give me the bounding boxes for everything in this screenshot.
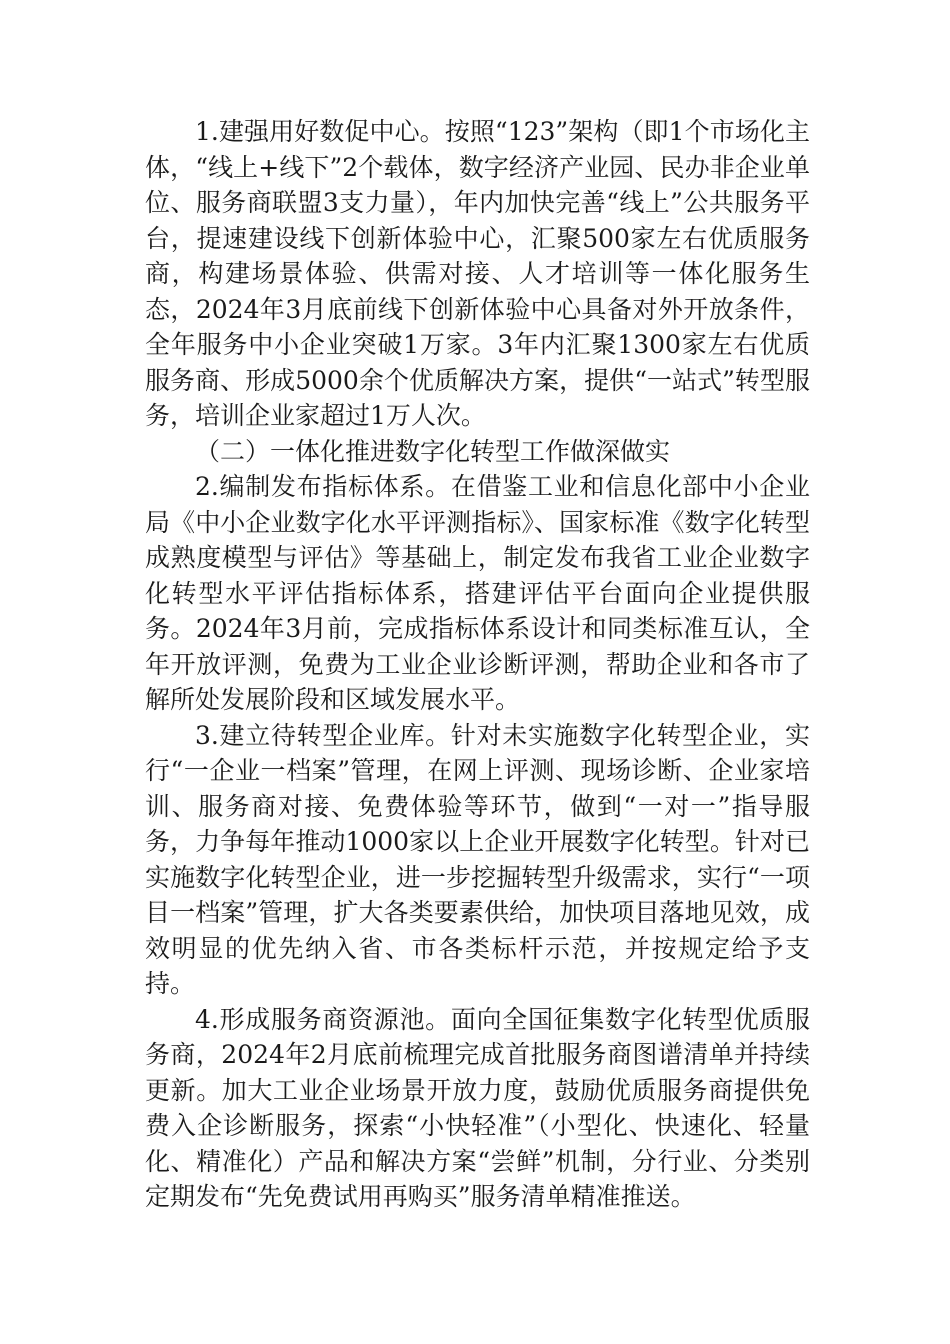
- paragraph-3-enterprise-library: 3.建立待转型企业库。针对未实施数字化转型企业，实行“一企业一档案”管理，在网上评测、现场诊断、企业家培训、服务商对接、免费体验等环节，做到“一对一”指导服务，力争每年推动1000家以上企业开展数字化转型。针对已实施数字化转型企业，进一步挖掘转型升级需求，实行“一项目一档案”管理，扩大各类要素供给，加快项目落地见效，成效明显的优先纳入省、市各类标杆示范，并按规定给予支持。: [145, 720, 810, 998]
- paragraph-2-indicator-system: 2.编制发布指标体系。在借鉴工业和信息化部中小企业局《中小企业数字化水平评测指标》、国家标准《数字化转型成熟度模型与评估》等基础上，制定发布我省工业企业数字化转型水平评估指标体系，搭建评估平台面向企业提供服务。2024年3月前，完成指标体系设计和同类标准互认，全年开放评测，免费为工业企业诊断评测，帮助企业和各市了解所处发展阶段和区域发展水平。: [145, 472, 810, 714]
- document-body: [145, 114, 810, 1215]
- section-heading-2: （二）一体化推进数字化转型工作做深做实: [195, 436, 671, 466]
- paragraph-1-data-center: 1.建强用好数促中心。按照“123”架构（即1个市场化主体，“线上+线下”2个载体，数字经济产业园、民办非企业单位、服务商联盟3支力量），年内加快完善“线上”公共服务平台，提速建设线下创新体验中心，汇聚500家左右优质服务商，构建场景体验、供需对接、人才培训等一体化服务生态，2024年3月底前线下创新体验中心具备对外开放条件，全年服务中小企业突破1万家。3年内汇聚1300家左右优质服务商、形成5000余个优质解决方案，提供“一站式”转型服务，培训企业家超过1万人次。: [145, 117, 810, 430]
- paragraph-4-service-provider-pool: 4.形成服务商资源池。面向全国征集数字化转型优质服务商，2024年2月底前梳理完成首批服务商图谱清单并持续更新。加大工业企业场景开放力度，鼓励优质服务商提供免费入企诊断服务，探索“小快轻准”（小型化、快速化、轻量化、精准化）产品和解决方案“尝鲜”机制，分行业、分类别定期发布“先免费试用再购买”服务清单精准推送。: [145, 1004, 810, 1211]
